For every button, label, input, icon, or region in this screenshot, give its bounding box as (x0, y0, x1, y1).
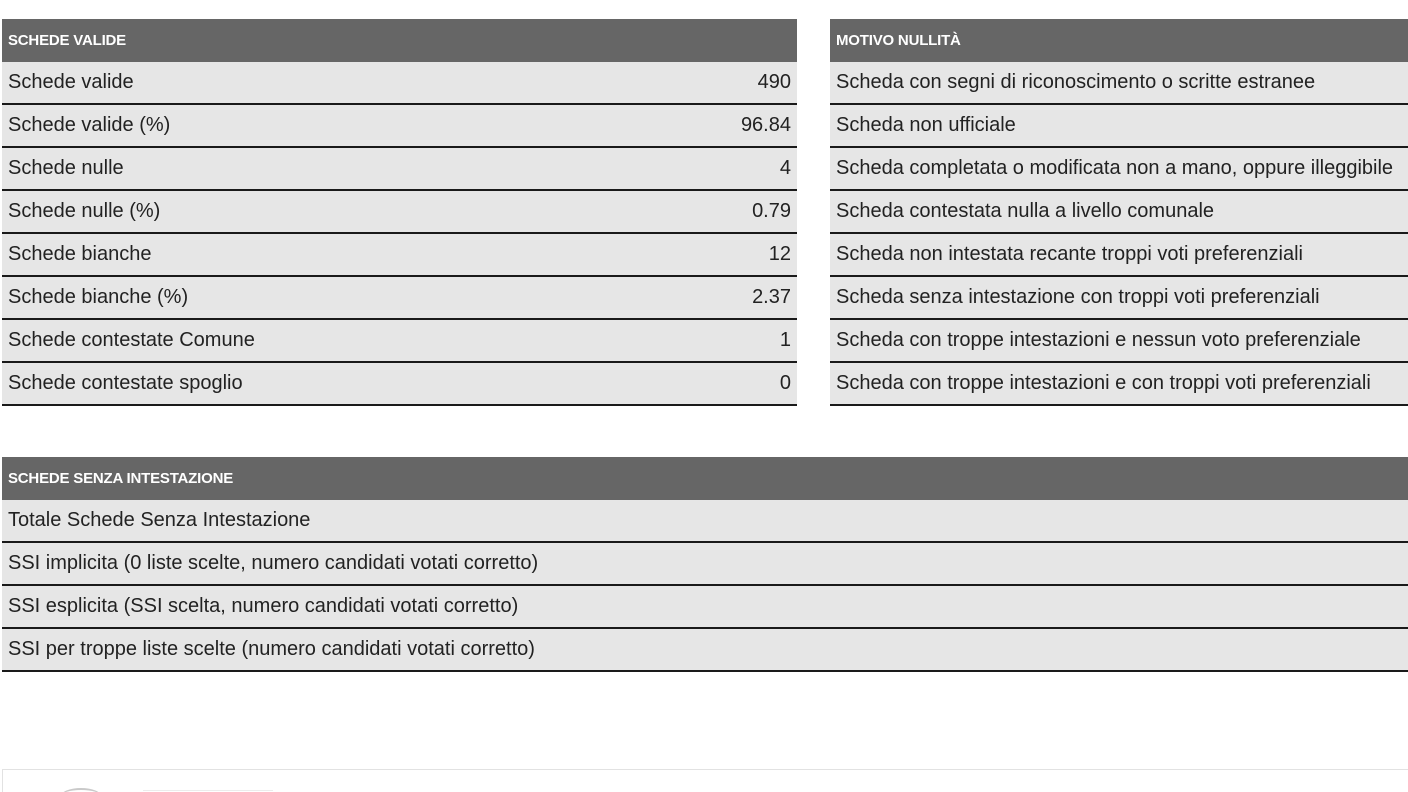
motivo-nullita-header: MOTIVO NULLITÀ (830, 19, 1408, 62)
row-label: Schede bianche (%) (2, 276, 637, 319)
table-row (2, 276, 797, 319)
table-row (2, 233, 797, 276)
table-header-row (830, 19, 1408, 62)
row-label: Scheda con segni di riconoscimento o scritte estranee (830, 62, 1408, 104)
row-label: Schede bianche (2, 233, 637, 276)
schede-valide-table (2, 19, 797, 406)
row-value: 2.37 (637, 276, 797, 319)
row-label: Scheda contestata nulla a livello comunale (830, 190, 1408, 233)
row-label: Scheda non ufficiale (830, 104, 1408, 147)
row-label: Totale Schede Senza Intestazione (2, 500, 1408, 542)
table-header-row (2, 19, 797, 62)
table-row (2, 190, 797, 233)
table-row (830, 233, 1408, 276)
table-row (2, 585, 1408, 628)
row-label: Schede valide (2, 62, 637, 104)
row-label: SSI implicita (0 liste scelte, numero candidati votati corretto) (2, 542, 1408, 585)
row-label: Schede valide (%) (2, 104, 637, 147)
motivo-nullita-table (830, 19, 1408, 406)
row-value: 0.79 (637, 190, 797, 233)
row-label: Scheda senza intestazione con troppi voti preferenziali (830, 276, 1408, 319)
row-value: 0 (637, 362, 797, 405)
schede-senza-intestazione-table (2, 457, 1408, 672)
row-label: Scheda completata o modificata non a mano, oppure illeggibile (830, 147, 1408, 190)
row-label: Schede nulle (2, 147, 637, 190)
table-row (830, 362, 1408, 405)
row-value: 12 (637, 233, 797, 276)
table-row (2, 500, 1408, 542)
table-row (2, 319, 797, 362)
table-row (830, 276, 1408, 319)
table-header-row (2, 457, 1408, 500)
row-label: Schede contestate Comune (2, 319, 637, 362)
row-label: SSI esplicita (SSI scelta, numero candidati votati corretto) (2, 585, 1408, 628)
footer-panel (2, 769, 1408, 792)
schede-valide-header: SCHEDE VALIDE (2, 19, 797, 62)
table-row (2, 147, 797, 190)
row-label: Scheda con troppe intestazioni e con troppi voti preferenziali (830, 362, 1408, 405)
row-label: Schede nulle (%) (2, 190, 637, 233)
row-label: Schede contestate spoglio (2, 362, 637, 405)
schede-senza-intestazione-header: SCHEDE SENZA INTESTAZIONE (2, 457, 1408, 500)
table-row (2, 628, 1408, 671)
row-label: SSI per troppe liste scelte (numero candidati votati corretto) (2, 628, 1408, 671)
table-row (2, 62, 797, 104)
row-label: Scheda con troppe intestazioni e nessun voto preferenziale (830, 319, 1408, 362)
row-value: 1 (637, 319, 797, 362)
footer-logo-icon (61, 788, 101, 792)
row-label: Scheda non intestata recante troppi voti preferenziali (830, 233, 1408, 276)
row-value: 96.84 (637, 104, 797, 147)
table-row (2, 362, 797, 405)
table-row (2, 542, 1408, 585)
row-value: 490 (637, 62, 797, 104)
table-row (2, 104, 797, 147)
row-value: 4 (637, 147, 797, 190)
table-row (830, 190, 1408, 233)
table-row (830, 104, 1408, 147)
table-row (830, 147, 1408, 190)
table-row (830, 62, 1408, 104)
table-row (830, 319, 1408, 362)
